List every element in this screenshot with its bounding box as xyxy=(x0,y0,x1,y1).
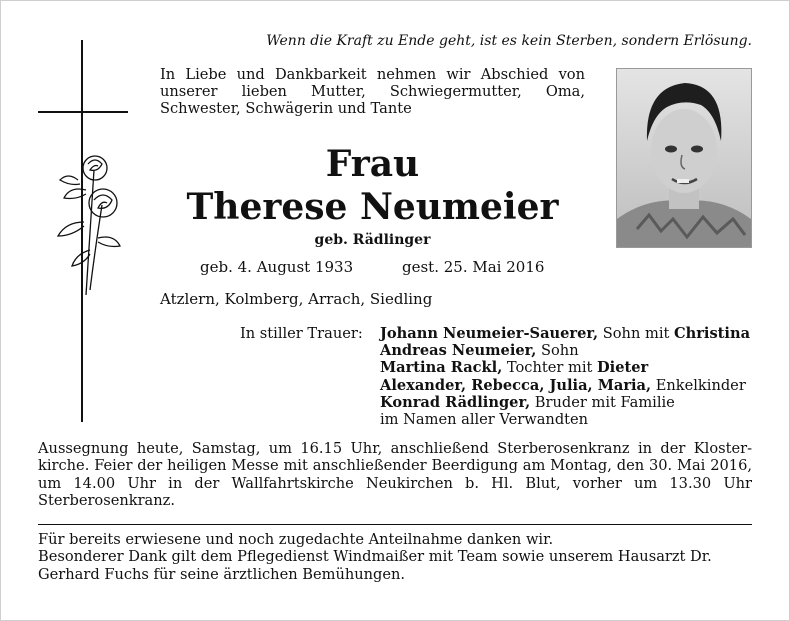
service-details: Aussegnung heute, Samstag, um 16.15 Uhr, anschließend Sterberosenkranz in der Kloster-kirche. Feier der heiligen Messe mit anschließender Beerdigung am Montag, den 30. Mai 2016, um 14.00 Uhr in der Wallfahrtskirche Neukirchen b. Hl. Blut, vorher um 13.30 Uhr Sterberosenkranz. xyxy=(38,440,752,510)
divider xyxy=(38,524,752,525)
mourners-label: In stiller Trauer: xyxy=(240,325,363,342)
cross-bar xyxy=(38,111,128,113)
mourner-line: im Namen aller Verwandten xyxy=(380,411,589,429)
mourners-list xyxy=(380,325,755,428)
salutation: Frau xyxy=(325,143,420,185)
mourner-line: Andreas Neumeier, Sohn xyxy=(380,342,579,360)
places: Atzlern, Kolmberg, Arrach, Siedling xyxy=(160,290,433,308)
thanks-line: Für bereits erwiesene und noch zugedachte Anteilnahme danken wir. xyxy=(38,531,554,548)
thanks-line: Besonderer Dank gilt dem Pflegedienst Windmaißer mit Team sowie unserem Hausarzt Dr. Gerhard Fuchs für seine ärztlichen Bemühungen. xyxy=(38,548,712,583)
mourner-line: Martina Rackl, Tochter mit Dieter xyxy=(380,359,649,377)
maiden-name: geb. Rädlinger xyxy=(314,232,431,248)
intro-text: In Liebe und Dankbarkeit nehmen wir Abschied von unserer lieben Mutter, Schwiegermutter, Oma, Schwester, Schwägerin und Tante xyxy=(160,66,585,117)
death-date: gest. 25. Mai 2016 xyxy=(402,258,545,276)
thanks-text xyxy=(38,531,752,583)
mourner-line: Alexander, Rebecca, Julia, Maria, Enkelkinder xyxy=(380,376,746,394)
roses-icon xyxy=(50,150,130,300)
mourner-line: Johann Neumeier-Sauerer, Sohn mit Christina xyxy=(380,325,751,342)
deceased-name: Therese Neumeier xyxy=(186,186,559,228)
mourner-line: Konrad Rädlinger, Bruder mit Familie xyxy=(380,393,675,411)
portrait-photo xyxy=(616,68,752,248)
motto: Wenn die Kraft zu Ende geht, ist es kein Sterben, sondern Erlösung. xyxy=(266,33,752,49)
birth-date: geb. 4. August 1933 xyxy=(200,258,354,276)
